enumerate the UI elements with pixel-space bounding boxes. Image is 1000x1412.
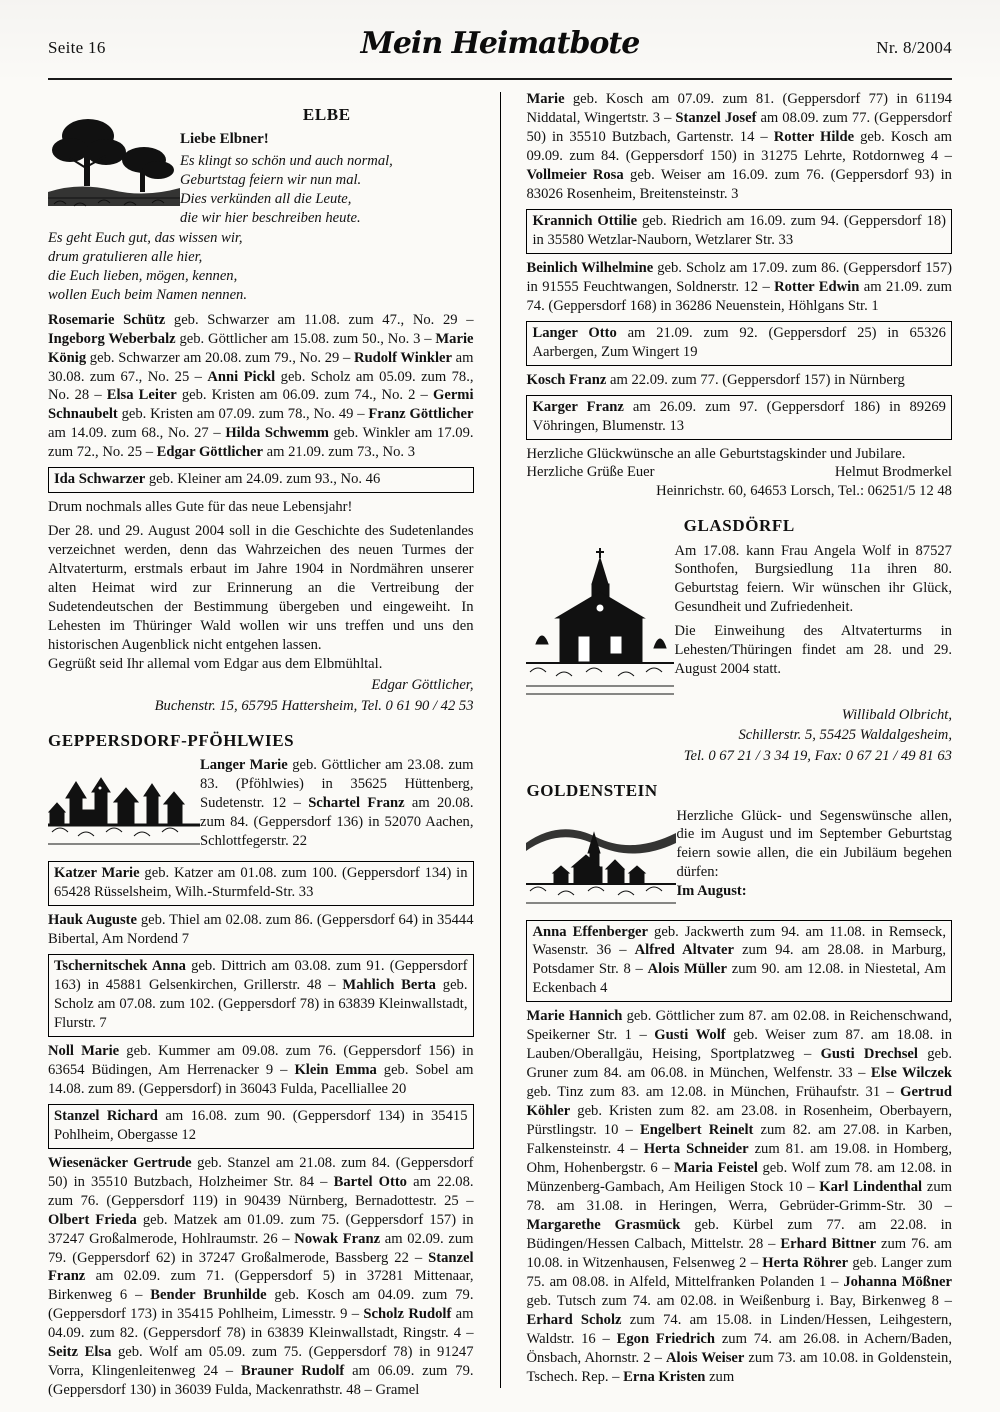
entry-beinlich-wilhelmine: Beinlich Wilhelmine geb. Scholz am 17.09. zum 86. (Geppersdorf 157) in 91555 Feuchtwangen, Soldnerstr. 12 – Rotter Edwin am 21.09. zum 74. (Geppersdorf 168) in 36286 Neuenstein, Höhlgans Str. 1: [526, 259, 952, 314]
glasdoerfl-signature-name: Willibald Olbricht,: [841, 706, 952, 723]
glasdoerfl-signature-contact: Tel. 0 67 21 / 3 34 19, Fax: 0 67 21 / 49 81 63: [683, 748, 952, 765]
greeting-signer: Helmut Brodmerkel: [834, 464, 952, 481]
goldenstein-list: Marie Hannich geb. Göttlicher zum 87. am 02.08. in Reichenschwand, Speikerner Str. 1 – Gusti Wolf geb. Weiser zum 87. am 18.08. in Lauben/Oberallgäu, Heising, Sportplatzweg – Gusti Drechsel geb. Gruner zum 84. am 06.08. in München, Welfenstr. 33 – Else Wilczek geb. Tinz zum 83. am 12.08. in München, Frühaufstr. 31 – Gertrud Köhler geb. Kristen zum 82. am 23.08. in Rosenheim, Oberbayern, Pürstlingstr. 10 – Engelbert Reinelt zum 82. am 27.08. in Karben, Falkensteinstr. 4 – Herta Schneider zum 81. am 19.08. in Homberg, Ohm, Hohenbergstr. 6 – Maria Feistel geb. Wolf zum 78. am 12.08. in Münzenberg-Gambach, Am Heiligen Stock 10 – Karl Lindenthal zum 78. am 31.08. in Heringen, Werra, Gebrüder-Grimm-Str. 30 – Margarethe Grasmück geb. Kürbel zum 77. am 22.08. in Büdingen/Hessen Calbach, Mittelstr. 28 – Erhard Bittner zum 76. am 10.08. in Witzenhausen, Felsenweg 2 – Herta Röhrer geb. Langer zum 75. am 08.08. in Alfeld, Mittelfranken Polanden 1 – Johanna Mößner geb. Tutsch zum 74. am 02.08. in Weißenburg i. Bay, Birkenweg 8 – Erhard Scholz zum 74. am 15.08. in Linden/Hessen, Leihgestern, Waldstr. 16 – Egon Friedrich zum 74. am 26.08. in Achern/Baden, Önsbach, Ahornstr. 2 – Alois Weiser zum 73. am 10.08. in Goldenstein, Tschech. Rep. – Erna Kristen zum: [526, 1008, 952, 1385]
header-rule: [48, 78, 952, 80]
greeting-line: Liebe Elbner!: [180, 131, 269, 148]
section-title-elbe: ELBE: [302, 105, 351, 124]
right-column: [526, 90, 952, 1390]
entry-kosch-franz: Kosch Franz am 22.09. zum 77. (Geppersdorf 157) in Nürnberg: [526, 371, 905, 388]
tree-landscape-svg: [48, 106, 180, 218]
boxed-entry-goldenstein: Anna Effenberger geb. Jackwerth zum 94. am 11.08. in Remseck, Wasenstr. 36 – Alfred Altvater zum 94. am 28.08. in Marburg, Potsdamer Str. 8 – Alois Müller zum 90. am 12.08. in Niestetal, Am Eckenbach 4: [526, 920, 952, 1003]
poem-line: wollen Euch beim Namen nennen.: [48, 287, 247, 304]
signature-name: Edgar Göttlicher,: [371, 677, 474, 694]
boxed-entry-krannich-ottilie: Krannich Ottilie geb. Riedrich am 16.09. zum 94. (Geppersdorf 18) in 35580 Wetzlar-Nauborn, Wetzlarer Str. 33: [526, 209, 952, 254]
hill-church-svg: [526, 809, 676, 913]
geppersdorf-list-continued: Wiesenäcker Gertrude geb. Stanzel am 21.08. zum 84. (Geppersdorf 50) in 35510 Butzbach, Holzheimer Str. 84 – Bartel Otto am 22.08. zum 76. (Geppersdorf 119) in 90439 Nürnberg, Bernadottestr. 25 – Olbert Frieda geb. Matzek am 01.09. zum 75. (Geppersdorf 157) in 37247 Großalmerode, Hohlraumstr. 26 – Nowak Franz am 02.09. zum 79. (Geppersdorf 62) in 37247 Großalmerode, Bassberg 22 – Stanzel Franz am 02.09. zum 71. (Geppersdorf 5) in 37281 Mittenaar, Birkenweg 6 – Bender Brunhilde geb. Kosch am 04.09. zum 79. (Geppersdorf 173) in 35415 Pohlheim, Limesstr. 9 – Scholz Rudolf am 04.09. zum 82. (Geppersdorf 78) in 63839 Kleinwallstadt, Ringstr. 4 – Seitz Elsa geb. Wolf am 05.09. zum 75. (Geppersdorf 78) in 91247 Vorra, Klingenleitenweg 24 – Brauner Rudolf am 06.09. zum 79. (Geppersdorf 130) in 36039 Fulda, Mackenrathstr. 48 – Gramel: [48, 1154, 474, 1399]
goldenstein-month-heading: Im August:: [676, 883, 747, 900]
chapel-svg: [526, 544, 674, 702]
content-columns: [48, 90, 952, 1399]
masthead-logo: Mein Heimatbote: [360, 26, 640, 61]
glasdoerfl-signature-address: Schillerstr. 5, 55425 Waldalgesheim,: [738, 727, 952, 744]
tree-landscape-illustration: [48, 106, 180, 218]
poem-line: die Euch lieben, mögen, kennen,: [48, 268, 238, 285]
section-title-geppersdorf: GEPPERSDORF-PFÖHLWIES: [48, 730, 295, 750]
article-altvaterturm: Der 28. und 29. August 2004 soll in die Geschichte des Sudetenlandes verzeichnet werden, denn das Wahrzeichen des neuen Turmes der Altvaterturm, erstmals erbaut im Jahre 1904 in Nordmähren unserer alten Heimat wird zur Erinnerung an die Vertreibung der Sudetendeutschen der Bestimmung übergeben und eingeweiht. In Lehesten im Thüringer Wald wollen wir uns treffen und uns den historischen Augenblick nicht entgehen lassen.: [48, 523, 474, 654]
village-church-illustration: [48, 758, 200, 854]
greeting-address: Heinrichstr. 60, 64653 Lorsch, Tel.: 06251/5 12 48: [656, 483, 952, 500]
poem-line: Dies verkünden all die Leute,: [180, 191, 352, 208]
masthead: [48, 28, 952, 74]
birthday-list-elbe: Rosemarie Schütz geb. Schwarzer am 11.08. zum 47., No. 29 – Ingeborg Weberbalz geb. Göttlicher am 15.08. zum 50., No. 3 – Marie König geb. Schwarzer am 20.08. zum 79., No. 29 – Rudolf Winkler am 30.08. zum 67., No. 25 – Anni Pickl geb. Scholz am 05.09. zum 78., No. 28 – Elsa Leiter geb. Kristen am 06.09. zum 74., No. 2 – Germi Schnaubelt geb. Kristen am 07.09. zum 78., No. 49 – Franz Göttlicher am 14.09. zum 68., No. 27 – Hilda Schwemm geb. Winkler am 17.09. zum 72., No. 25 – Edgar Göttlicher am 21.09. zum 73., No. 3: [48, 311, 474, 461]
wish-line: Drum nochmals alles Gute für das neue Lebensjahr!: [48, 499, 353, 516]
goldenstein-intro: Herzliche Glück- und Segenswünsche allen, die im August und im September Geburtstag feiern sowie allen, die ein Jubiläum begehen dürfen:: [676, 807, 952, 881]
boxed-entry-karger-franz: Karger Franz am 26.09. zum 97. (Geppersdorf 186) in 89269 Vöhringen, Blumenstr. 13: [526, 395, 952, 440]
issue-number: Nr. 8/2004: [876, 38, 952, 57]
hill-church-illustration: [526, 809, 676, 913]
entry-noll-marie: Noll Marie geb. Kummer am 09.08. zum 76. (Geppersdorf 156) in 63654 Büdingen, Am Herrenacker 9 – Klein Emma geb. Sobel am 14.08. zum 89. (Geppersdorf) in 36043 Fulda, Pacelliallee 20: [48, 1042, 474, 1097]
poem-line: drum gratulieren alle hier,: [48, 248, 203, 265]
greeting-row: [526, 463, 952, 482]
entry-hauk-auguste: Hauk Auguste geb. Thiel am 02.08. zum 86. (Geppersdorf 64) in 35444 Bibertal, Am Nordend 7: [48, 912, 474, 947]
boxed-entry-langer-otto: Langer Otto am 21.09. zum 92. (Geppersdorf 25) in 65326 Aarbergen, Zum Wingert 19: [526, 321, 952, 366]
poem-line: Es klingt so schön und auch normal,: [180, 152, 393, 169]
greeting-text: Herzliche Grüße Euer: [526, 464, 655, 481]
poem-line: Es geht Euch gut, das wissen wir,: [48, 229, 243, 246]
boxed-entry-katzer-marie: Katzer Marie geb. Katzer am 01.08. zum 100. (Geppersdorf 134) in 65428 Rüsselsheim, Wilh.-Sturmfeld-Str. 33: [48, 861, 474, 906]
glasdoerfl-paragraph-1: Am 17.08. kann Frau Angela Wolf in 87527 Sonthofen, Burgsiedlung 11a ihren 80. Geburtstag feiern. Wir wünschen ihr Glück, Gesundheit und Zufriedenheit.: [674, 542, 952, 616]
section-title-glasdoerfl: GLASDÖRFL: [683, 516, 795, 536]
boxed-entry-stanzel-richard: Stanzel Richard am 16.08. zum 90. (Geppersdorf 134) in 35415 Pohlheim, Obergasse 12: [48, 1104, 474, 1149]
page-number: Seite 16: [48, 38, 106, 57]
poem-line: die wir hier beschreiben heute.: [180, 210, 361, 227]
village-church-svg: [48, 758, 200, 854]
section-title-goldenstein: GOLDENSTEIN: [526, 781, 658, 801]
geppersdorf-list-carryover: Marie geb. Kosch am 07.09. zum 81. (Geppersdorf 77) in 61194 Niddatal, Wingertstr. 3 – Stanzel Josef am 08.09. zum 77. (Geppersdorf 50) in 35510 Butzbach, Gartenstr. 14 – Rotter Hilde geb. Kosch am 09.09. zum 84. (Geppersdorf 150) in 31275 Lehrte, Rotdornweg 4 – Vollmeier Rosa geb. Weiser am 16.09. zum 76. (Geppersdorf 93) in 83026 Rosenheim, Breitensteinstr. 3: [526, 91, 952, 202]
geppersdorf-intro: Langer Marie geb. Göttlicher am 23.08. zum 83. (Pföhlwies) in 35625 Hüttenberg, Sudetenstr. 12 – Schartel Franz am 20.08. zum 84. (Geppersdorf 136) in 52070 Aachen, Schlottfegerstr. 22: [200, 757, 474, 849]
poem-line: Geburtstag feiern wir nun mal.: [180, 171, 362, 188]
boxed-entry-ida-schwarzer: Ida Schwarzer geb. Kleiner am 24.09. zum 93., No. 46: [48, 467, 474, 493]
chapel-illustration: [526, 544, 674, 702]
article-closing: Gegrüßt seid Ihr allemal vom Edgar aus dem Elbmühltal.: [48, 656, 383, 673]
boxed-entry-tschernitschek: Tschernitschek Anna geb. Dittrich am 03.08. zum 91. (Geppersdorf 163) in 45881 Gelsenkirchen, Grillerstr. 48 – Mahlich Berta geb. Scholz am 07.08. zum 102. (Geppersdorf 78) in 63839 Kleinwallstadt, Flurstr. 7: [48, 954, 474, 1037]
signature-address: Buchenstr. 15, 65795 Hattersheim, Tel. 0 61 90 / 42 53: [154, 698, 474, 714]
congratulations-line: Herzliche Glückwünsche an alle Geburtstagskinder und Jubilare.: [526, 445, 906, 462]
left-column: [48, 90, 474, 1399]
column-divider: [500, 92, 501, 1388]
glasdoerfl-paragraph-2: Die Einweihung des Altvaterturms in Lehesten/Thüringen findet am 28. und 29. August 2004 statt.: [674, 623, 952, 678]
